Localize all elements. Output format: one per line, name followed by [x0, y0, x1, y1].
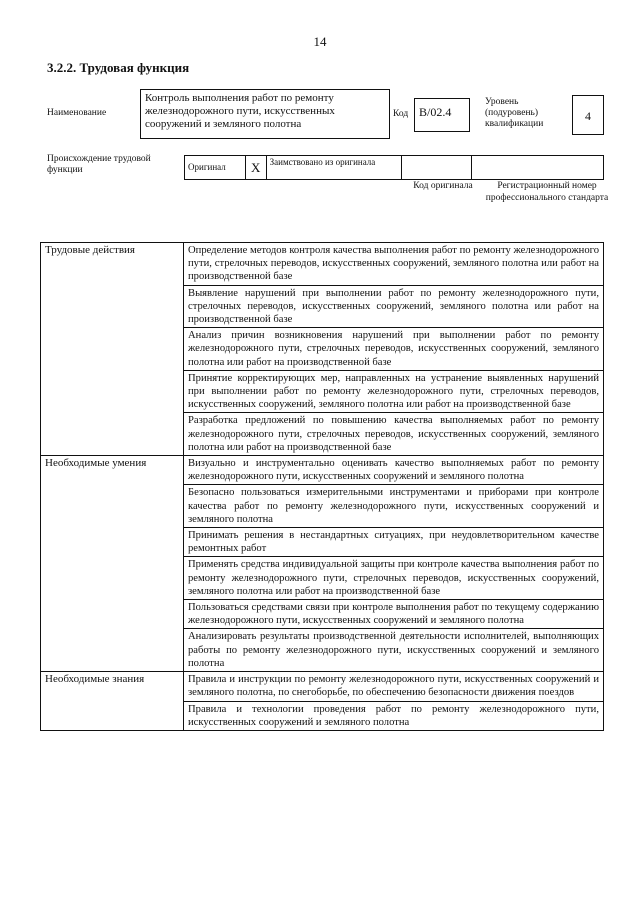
function-details-table — [40, 242, 604, 731]
table-cell: Анализ причин возникновения нарушений при выполнении работ по ремонту железнодорожного пути, стрелочных переводов, искусственных сооружений, земляного полотна или работ на производственной базе — [184, 328, 604, 371]
table-row — [41, 243, 604, 286]
name-label: Наименование — [47, 108, 107, 118]
table-cell: Безопасно пользоваться измерительными инструментами и приборами при контроле качества работ по ремонту железнодорожного пути, искусственных сооружений и земляного полотна — [184, 485, 604, 528]
table-cell: Выявление нарушений при выполнении работ по ремонту железнодорожного пути, стрелочных переводов, искусственных сооружений, земляного полотна или работ на производственной базе — [184, 285, 604, 328]
origin-label: Происхождение трудовой функции — [47, 154, 151, 175]
table-cell: Визуально и инструментально оценивать качество выполняемых работ по ремонту железнодорожного пути, искусственных сооружений и земляного полотна — [184, 456, 604, 485]
required-skills-heading: Необходимые умения — [41, 456, 184, 672]
table-cell: Принимать решения в нестандартных ситуациях, при неудовлетворительном качестве ремонтных работ — [184, 528, 604, 557]
borrowed-label: Заимствовано из оригинала — [267, 156, 402, 179]
level-label: Уровень (подуровень) квалификации — [485, 97, 544, 129]
table-cell: Определение методов контроля качества выполнения работ по ремонту железнодорожного пути, стрелочных переводов, искусственных сооружений, земляного полотна или работ на производственной базе — [184, 243, 604, 286]
code-caption: Код оригинала — [413, 181, 473, 191]
section-title: 3.2.2. Трудовая функция — [47, 60, 190, 75]
page-number: 14 — [313, 34, 327, 49]
reg-caption: Регистрационный номер профессионального стандарта — [485, 181, 609, 203]
level-field: 4 — [572, 95, 604, 135]
table-row — [41, 672, 604, 701]
table-cell: Анализировать результаты производственной деятельности исполнителей, выполняющих работы по ремонту железнодорожного пути, искусственных сооружений и земляного полотна — [184, 629, 604, 672]
table-cell: Разработка предложений по повышению качества выполняемых работ по ремонту железнодорожного пути, стрелочных переводов, искусственных сооружений, земляного полотна или работ на производственной базе — [184, 413, 604, 456]
table-cell: Пользоваться средствами связи при контроле выполнения работ по текущему содержанию железнодорожного пути, искусственных сооружений и земляного полотна — [184, 600, 604, 629]
code-label: Код — [393, 109, 409, 119]
function-name-field: Контроль выполнения работ по ремонту железнодорожного пути, искусственных сооружений и земляного полотна — [140, 89, 390, 139]
code-field: B/02.4 — [414, 98, 470, 132]
table-cell: Правила и инструкции по ремонту железнодорожного пути, искусственных сооружений и земляного полотна, по снегоборьбе, по обеспечению безопасности движения поездов — [184, 672, 604, 701]
required-knowledge-heading: Необходимые знания — [41, 672, 184, 731]
original-label: Оригинал — [185, 156, 246, 179]
table-cell: Принятие корректирующих мер, направленных на устранение выявленных нарушений при выполнении работ по ремонту железнодорожного пути, стрелочных переводов, искусственных сооружений, земляного полотна или работ на производственной базе — [184, 370, 604, 413]
reg-number-cell — [472, 156, 603, 179]
table-row — [41, 456, 604, 485]
labor-actions-heading: Трудовые действия — [41, 243, 184, 456]
table-cell: Применять средства индивидуальной защиты при контроле качества выполнения работ по ремонту железнодорожного пути, стрелочных переводов, искусственных сооружений, земляного полотна или работ на производственной базе — [184, 557, 604, 600]
original-mark: X — [246, 156, 267, 179]
original-code-cell — [402, 156, 472, 179]
origin-table — [184, 155, 604, 180]
table-cell: Правила и технологии проведения работ по ремонту железнодорожного пути, искусственных сооружений и земляного полотна — [184, 701, 604, 730]
